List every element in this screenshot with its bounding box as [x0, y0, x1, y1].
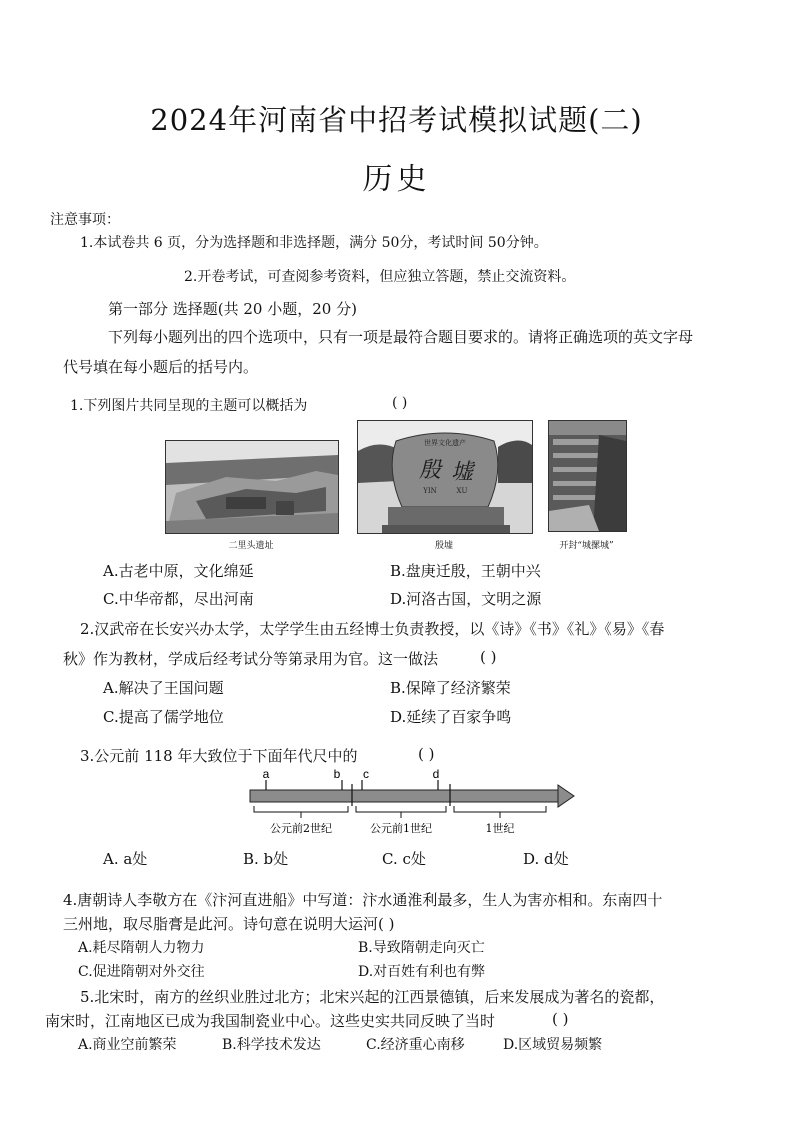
q4-option-b[interactable]: B.导致隋朝走向灭亡 [358, 940, 485, 956]
q4-stem-line2: 三州地，取尽脂膏是此河。诗句意在说明大运河( ) [63, 915, 395, 933]
segment-label-1: 公元前2世纪 [270, 822, 332, 835]
q2-stem-line2: 秋》作为教材，学成后经考试分等第录用为官。这一做法 [63, 650, 439, 668]
q3-stem: 3.公元前 118 年大致位于下面年代尺中的 [80, 747, 358, 765]
q1-caption-3: 开封“城摞城” [559, 541, 614, 551]
q1-caption-2: 殷墟 [434, 541, 453, 551]
q5-option-d[interactable]: D.区域贸易频繁 [503, 1037, 603, 1053]
q5-option-c[interactable]: C.经济重心南移 [366, 1037, 465, 1053]
yinxu-stone-photo [357, 420, 533, 534]
notice-heading: 注意事项： [50, 212, 120, 228]
timeline-mark-c: c [363, 767, 369, 781]
q5-stem-line2: 南宋时，江南地区已成为我国制瓷业中心。这些史实共同反映了当时 [45, 1012, 496, 1030]
kaifeng-city-photo [548, 420, 627, 532]
q5-option-a[interactable]: A.商业空前繁荣 [78, 1037, 177, 1053]
timeline-mark-b: b [333, 767, 341, 781]
q2-option-c[interactable]: C.提高了儒学地位 [103, 708, 224, 726]
q4-option-a[interactable]: A.耗尽隋朝人力物力 [78, 940, 205, 956]
q5-answer-paren: ( ) [552, 1010, 569, 1028]
q2-option-a[interactable]: A.解决了王国问题 [103, 679, 224, 697]
q3-option-a[interactable]: A. a处 [103, 850, 148, 868]
stone-heritage-text: 世界文化遗产 [424, 439, 466, 447]
exam-title: 2024年河南省中招考试模拟试题(二) [150, 103, 643, 137]
timeline-mark-a: a [262, 767, 270, 781]
q2-option-b[interactable]: B.保障了经济繁荣 [390, 679, 511, 697]
q1-option-a[interactable]: A.古老中原，文化绵延 [103, 562, 254, 580]
notice-item-1: 1.本试卷共 6 页，分为选择题和非选择题，满分 50分，考试时间 50分钟。 [80, 235, 548, 251]
part1-instruction-line1: 下列每小题列出的四个选项中，只有一项是最符合题目要求的。请将正确选项的英文字母 [108, 328, 694, 346]
part1-heading: 第一部分 选择题(共 20 小题，20 分) [108, 300, 357, 318]
stone-xu-char: 墟 [450, 460, 474, 485]
q4-option-d[interactable]: D.对百姓有利也有弊 [358, 964, 486, 980]
q1-answer-paren: ( ) [392, 395, 408, 411]
q3-option-d[interactable]: D. d处 [523, 850, 569, 868]
stone-xu-pinyin: XU [456, 487, 468, 495]
stone-yin-pinyin: YIN [423, 487, 437, 495]
q2-option-d[interactable]: D.延续了百家争鸣 [390, 708, 512, 726]
q1-option-c[interactable]: C.中华帝都，尽出河南 [103, 590, 254, 608]
timeline-bar [250, 790, 560, 802]
q1-stem: 1.下列图片共同呈现的主题可以概括为 [70, 398, 308, 414]
q3-option-c[interactable]: C. c处 [382, 850, 426, 868]
q2-stem-line1: 2.汉武帝在长安兴办太学，太学学生由五经博士负责教授，以《诗》《书》《礼》《易》《春 [80, 620, 665, 638]
timeline-ruler [240, 766, 580, 838]
q1-option-b[interactable]: B.盘庚迁殷，王朝中兴 [390, 562, 541, 580]
q3-answer-paren: ( ) [418, 745, 435, 763]
part1-instruction-line2: 代号填在每小题后的括号内。 [63, 358, 259, 376]
q4-option-c[interactable]: C.促进隋朝对外交往 [78, 964, 205, 980]
q3-option-b[interactable]: B. b处 [243, 850, 289, 868]
q5-option-b[interactable]: B.科学技术发达 [222, 1037, 321, 1053]
q1-caption-1: 二里头遗址 [228, 541, 274, 551]
segment-brace-2 [356, 806, 446, 818]
q4-stem-line1: 4.唐朝诗人李敬方在《汴河直进船》中写道：汴水通淮利最多，生人为害亦相和。东南四十 [63, 891, 663, 909]
erlitou-site-photo [165, 440, 339, 534]
segment-brace-1 [254, 806, 348, 818]
stone-yin-char: 殷 [418, 458, 442, 483]
notice-item-2: 2.开卷考试，可查阅参考资料，但应独立答题，禁止交流资料。 [184, 269, 576, 285]
q1-option-d[interactable]: D.河洛古国，文明之源 [390, 590, 542, 608]
q2-answer-paren: ( ) [480, 648, 497, 666]
segment-brace-3 [454, 806, 546, 818]
subject-title: 历史 [362, 162, 431, 197]
q5-stem-line1: 5.北宋时，南方的丝织业胜过北方；北宋兴起的江西景德镇，后来发展成为著名的瓷都， [80, 988, 665, 1006]
timeline-mark-d: d [432, 767, 440, 781]
timeline-arrow [558, 785, 574, 807]
segment-label-2: 公元前1世纪 [370, 822, 432, 835]
segment-label-3: 1世纪 [485, 822, 515, 835]
